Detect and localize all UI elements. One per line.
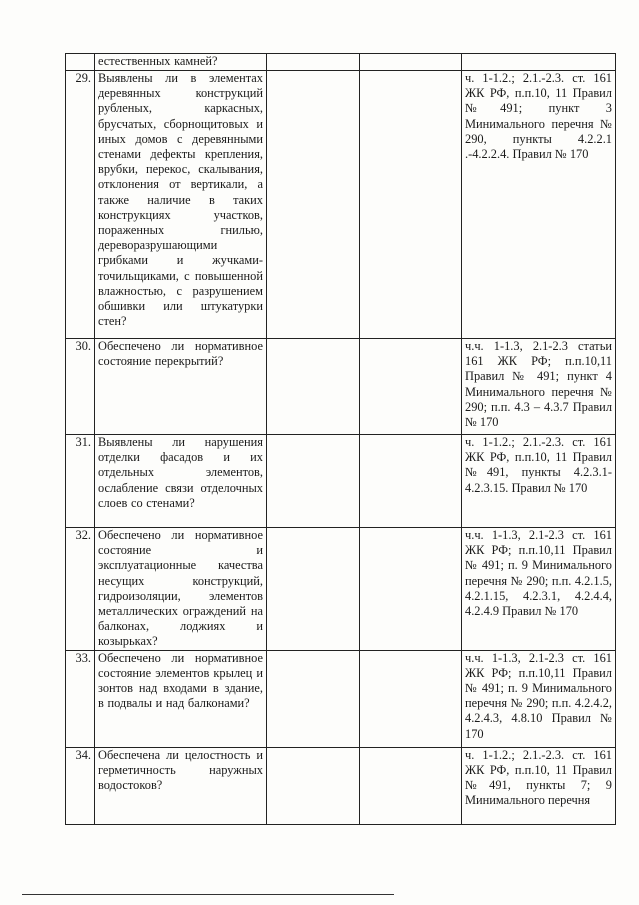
reference-cell [462, 54, 616, 71]
table-row [66, 435, 616, 528]
empty-cell [267, 747, 360, 824]
empty-cell [267, 435, 360, 528]
table-row [66, 54, 616, 71]
reference-cell: ч. 1-1.2.; 2.1.-2.3. ст. 161 ЖК РФ, п.п.10, 11 Правил №491; пункт 3 Минимального перечня № 290, пункты 4.2.2.1 .-4.2.2.4. Правил № 170 [462, 71, 616, 339]
question-cell: Обеспечено ли нормативное состояние перекрытий? [95, 339, 267, 435]
row-number [66, 54, 95, 71]
empty-cell [360, 339, 462, 435]
checklist-table [65, 53, 616, 825]
empty-cell [360, 528, 462, 651]
table-row [66, 71, 616, 339]
empty-cell [267, 650, 360, 747]
reference-cell: ч. 1-1.2.; 2.1.-2.3. ст. 161 ЖК РФ, п.п.10, 11 Правил №491, пункты 4.2.3.1- 4.2.3.15. Правил № 170 [462, 435, 616, 528]
reference-cell: ч.ч. 1-1.3, 2.1-2.3 ст. 161 ЖК РФ; п.п.10,11 Правил № 491; п. 9 Минимального перечня № 290; п.п. 4.2.4.2, 4.2.4.3, 4.8.10 Правил № 170 [462, 650, 616, 747]
row-number: 29. [66, 71, 95, 339]
question-cell: Обеспечено ли нормативное состояние и эксплуатационные качества несущих конструкций, гидроизоляции, элементов металлических ограждений на балконах, лоджиях и козырьках? [95, 528, 267, 651]
reference-cell: ч.ч. 1-1.3, 2.1-2.3 статьи 161 ЖК РФ; п.п.10,11 Правил № 491; пункт 4 Минимального перечня № 290; п.п. 4.3 – 4.3.7 Правил № 170 [462, 339, 616, 435]
question-cell: Обеспечена ли целостность и герметичность наружных водостоков? [95, 747, 267, 824]
empty-cell [360, 747, 462, 824]
table-row [66, 650, 616, 747]
empty-cell [360, 435, 462, 528]
empty-cell [267, 54, 360, 71]
empty-cell [360, 71, 462, 339]
question-cell: Выявлены ли нарушения отделки фасадов и их отдельных элементов, ослабление связи отделочных слоев со стенами? [95, 435, 267, 528]
empty-cell [267, 528, 360, 651]
empty-cell [360, 650, 462, 747]
empty-cell [267, 339, 360, 435]
reference-cell: ч.ч. 1-1.3, 2.1-2.3 ст. 161 ЖК РФ; п.п.10,11 Правил № 491; п. 9 Минимального перечня № 290; п.п. 4.2.1.5, 4.2.1.15, 4.2.3.1, 4.2.4.4, 4.2.4.9 Правил № 170 [462, 528, 616, 651]
empty-cell [360, 54, 462, 71]
table-row [66, 528, 616, 651]
table-row [66, 747, 616, 824]
row-number: 32. [66, 528, 95, 651]
footnote-separator-line [22, 894, 394, 895]
empty-cell [267, 71, 360, 339]
question-cell: естественных камней? [95, 54, 267, 71]
row-number: 30. [66, 339, 95, 435]
question-cell: Выявлены ли в элементах деревянных конструкций рубленых, каркасных, брусчатых, сборнощитовых и иных домов с деревянными стенами дефекты крепления, врубки, перекос, скалывания, отклонения от вертикали, а также наличие в таких конструкциях участков, пораженных гнилью, дереворазрушающими грибками и жучками-точильщиками, с повышенной влажностью, с разрушением обшивки или штукатурки стен? [95, 71, 267, 339]
row-number: 31. [66, 435, 95, 528]
row-number: 33. [66, 650, 95, 747]
row-number: 34. [66, 747, 95, 824]
question-cell: Обеспечено ли нормативное состояние элементов крылец и зонтов над входами в здание, в подвалы и над балконами? [95, 650, 267, 747]
reference-cell: ч. 1-1.2.; 2.1.-2.3. ст. 161 ЖК РФ, п.п.10, 11 Правил №491, пункты 7; 9 Минимального перечня [462, 747, 616, 824]
table-row [66, 339, 616, 435]
